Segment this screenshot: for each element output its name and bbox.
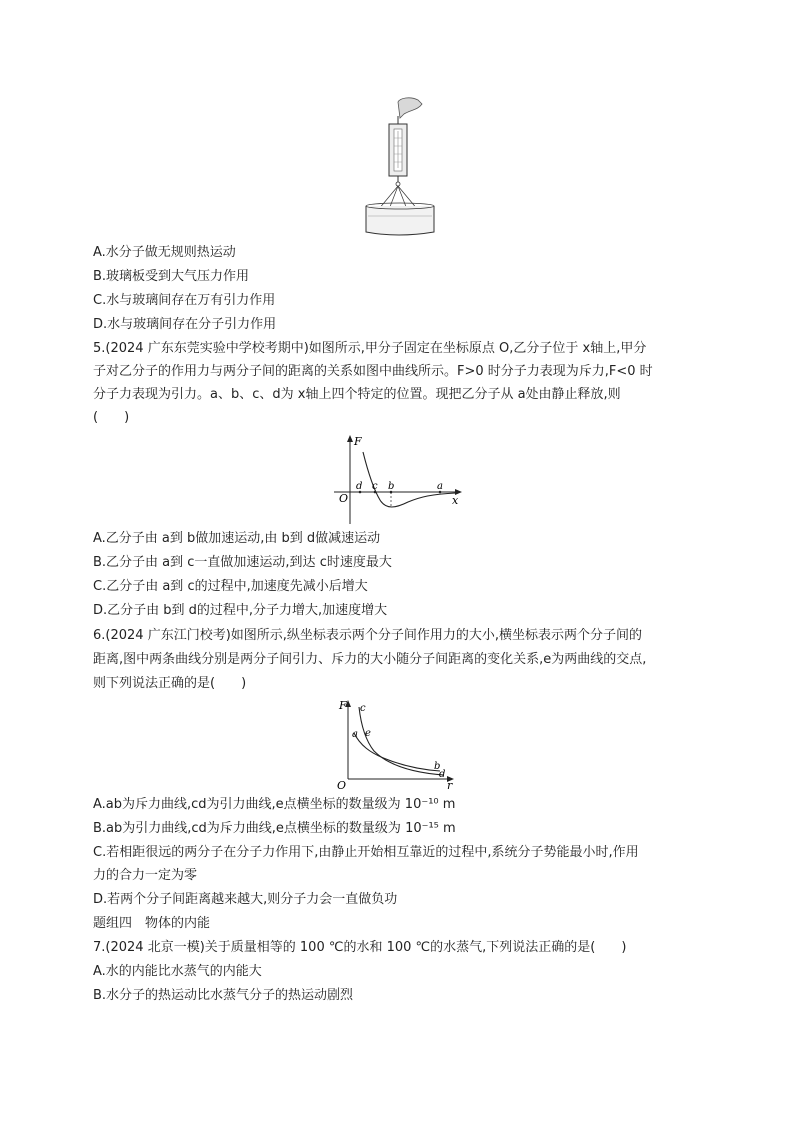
q4-option-a: A.水分子做无规则热运动 [93,245,236,260]
x-axis-label: x [452,494,459,507]
origin-label: O [339,492,349,505]
q5-option-a: A.乙分子由 a到 b做加速运动,由 b到 d做减速运动 [93,531,381,546]
point-d-label: d [356,481,363,492]
q6-option-b: B.ab为引力曲线,cd为斥力曲线,e点横坐标的数量级为 10⁻¹⁵ m [93,821,456,836]
section-title: 题组四 物体的内能 [93,916,211,931]
q5-option-b: B.乙分子由 a到 c一直做加速运动,到达 c时速度最大 [93,555,392,570]
q7-option-b: B.水分子的热运动比水蒸气分子的热运动剧烈 [93,988,354,1003]
q6-option-d: D.若两个分子间距离越来越大,则分子力会一直做负功 [93,892,398,907]
q6-option-c-line-1: C.若相距很远的两分子在分子力作用下,由静止开始相互靠近的过程中,系统分子势能最小时,作用 [93,845,639,860]
q5-stem-line-3: 分子力表现为引力。a、b、c、d为 x轴上四个特定的位置。现把乙分子从 a处由静止释放,则 [93,387,621,402]
q5-stem-line-1: 5.(2024 广东东莞实验中学校考期中)如图所示,甲分子固定在坐标原点 O,乙分子位于 x轴上,甲分 [93,341,647,356]
q4-option-c: C.水与玻璃间存在万有引力作用 [93,293,276,308]
q6-stem-line-1: 6.(2024 广东江门校考)如图所示,纵坐标表示两个分子间作用力的大小,横坐标表示两个分子间的 [93,628,643,643]
q5-option-d: D.乙分子由 b到 d的过程中,分子力增大,加速度增大 [93,603,388,618]
q6-stem-line-3: 则下列说法正确的是( ) [93,676,247,691]
q6-option-c-line-2: 力的合力一定为零 [93,868,198,883]
intersection-e-label: e [365,728,371,739]
q7-stem: 7.(2024 北京一模)关于质量相等的 100 ℃的水和 100 ℃的水蒸气,下列说法正确的是( ) [93,940,627,955]
attraction-repulsion-graph [336,697,460,791]
q6-option-a: A.ab为斥力曲线,cd为引力曲线,e点横坐标的数量级为 10⁻¹⁰ m [93,797,456,812]
point-a-label: a [437,481,443,492]
q5-option-c: C.乙分子由 a到 c的过程中,加速度先减小后增大 [93,579,368,594]
point-b-label: b [388,481,395,492]
f-axis-label: F [339,699,347,712]
q4-option-d: D.水与玻璃间存在分子引力作用 [93,317,277,332]
origin-label: O [337,779,347,791]
q7-option-a: A.水的内能比水蒸气的内能大 [93,964,262,979]
q5-stem-line-4: ( ) [93,410,130,425]
molecular-force-graph [330,432,466,528]
curve-b-label: b [434,761,441,772]
q5-stem-line-2: 子对乙分子的作用力与两分子间的距离的关系如图中曲线所示。F>0 时分子力表现为斥力,F<0 时 [93,364,653,379]
curve-d-label: d [439,769,446,780]
q6-stem-line-2: 距离,图中两条曲线分别是两分子间引力、斥力的大小随分子间距离的变化关系,e为两曲线的交点, [93,652,647,667]
point-c-label: c [372,481,378,492]
force-curve [363,452,456,507]
spring-scale-figure [360,96,440,238]
r-axis-label: r [447,779,453,791]
q4-option-b: B.玻璃板受到大气压力作用 [93,269,250,284]
curve-a-label: a [352,729,358,740]
f-axis-label: F [354,435,362,448]
curve-c-label: c [360,703,366,714]
